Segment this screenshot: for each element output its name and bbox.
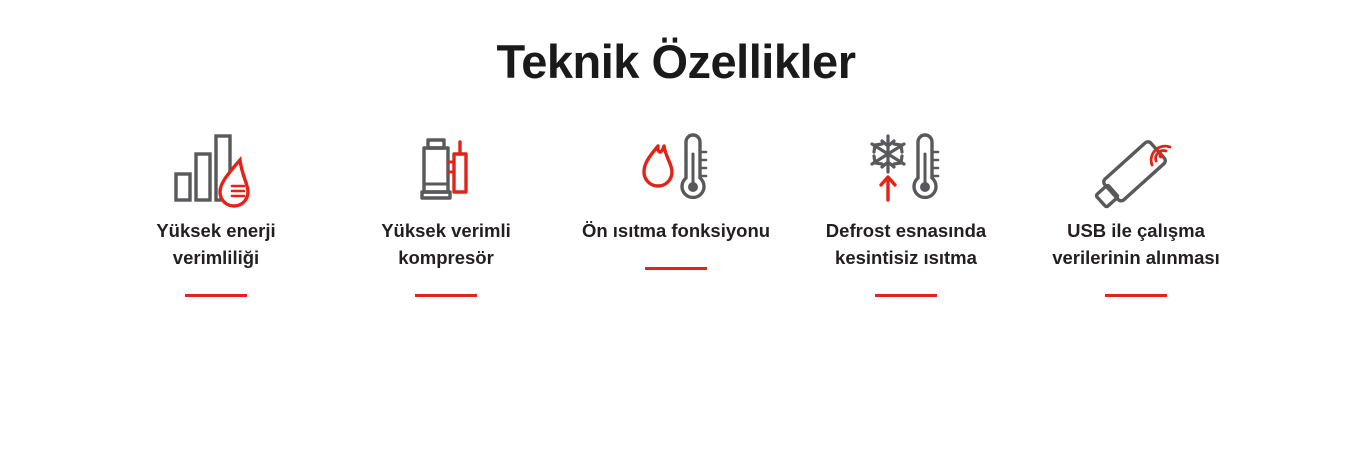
feature-label: USB ile çalışma verilerinin alınması	[1052, 220, 1220, 269]
energy-efficiency-icon	[168, 122, 264, 218]
feature-list	[0, 122, 1352, 297]
feature-label: Ön ısıtma fonksiyonu	[581, 220, 771, 242]
preheat-thermometer-icon	[628, 122, 724, 218]
accent-rule	[1105, 294, 1167, 297]
feature-label: Yüksek verimli kompresör	[381, 220, 511, 269]
accent-rule	[875, 294, 937, 297]
page-title: Teknik Özellikler	[496, 35, 856, 88]
feature-item-energy-efficiency	[101, 122, 331, 297]
feature-label: Defrost esnasında kesintisiz ısıtma	[825, 220, 987, 269]
compressor-icon	[398, 122, 494, 218]
feature-label: Yüksek enerji verimliliği	[156, 220, 276, 269]
defrost-snowflake-thermometer-icon	[858, 122, 954, 218]
accent-rule	[415, 294, 477, 297]
accent-rule	[185, 294, 247, 297]
feature-item-usb	[1021, 122, 1251, 297]
accent-rule	[645, 267, 707, 270]
feature-item-compressor	[331, 122, 561, 297]
usb-icon	[1081, 122, 1191, 218]
feature-item-defrost	[791, 122, 1021, 297]
feature-item-preheat	[561, 122, 791, 270]
